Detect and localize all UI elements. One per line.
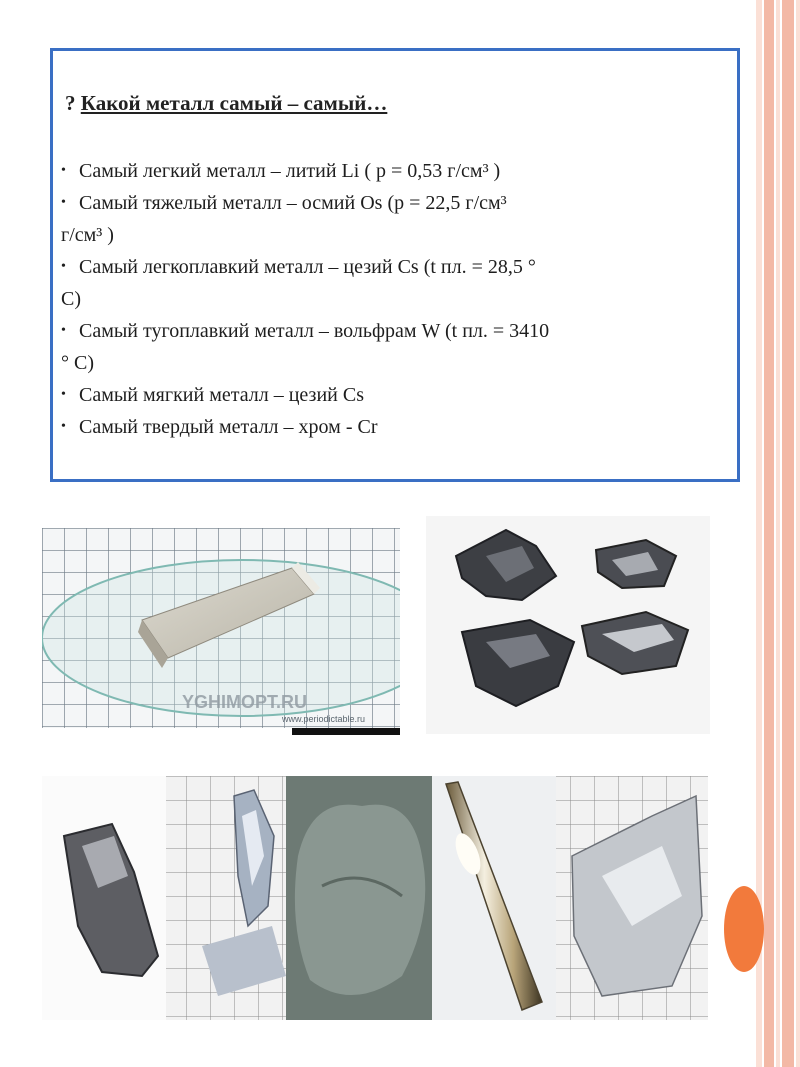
bottom-photo-strip [42, 776, 708, 1020]
bullet-line-wrap: г/см³ ) [61, 224, 114, 246]
bullet-item [61, 411, 737, 443]
photo-shadow [292, 728, 400, 735]
bullet-item [61, 251, 737, 315]
bullet-line: Самый легкий металл – литий Li ( р = 0,53 г/см³ ) [79, 160, 501, 182]
photo-credit: www.periodictable.ru [282, 714, 366, 724]
photo-watermark: YGHIMOPT.RU [182, 692, 308, 712]
bullet-line-wrap: ° С) [61, 352, 94, 374]
bullet-item [61, 187, 737, 251]
heading-text: Какой металл самый – самый… [80, 91, 388, 115]
decorative-stripes [756, 0, 800, 1067]
decorative-oval [724, 886, 764, 972]
bullet-line: Самый твердый металл – хром - Cr [79, 416, 378, 438]
lithium-photo [42, 528, 400, 728]
bullet-line: Самый мягкий металл – цезий Cs [79, 384, 364, 406]
osmium-photo [426, 516, 710, 734]
bullet-line-wrap: С) [61, 288, 81, 310]
question-mark: ? [65, 91, 76, 115]
bullet-line: Самый тугоплавкий металл – вольфрам W (t пл. = 3410 [79, 320, 550, 342]
bullet-list [61, 155, 737, 443]
bullet-line: Самый тяжелый металл – осмий Os (р = 22,5 г/см³ [79, 192, 507, 214]
bullet-item [61, 379, 737, 411]
bullet-line: Самый легкоплавкий металл – цезий Cs (t пл. = 28,5 ° [79, 256, 536, 278]
slide-heading [65, 91, 387, 116]
bullet-item [61, 315, 737, 379]
info-textbox [50, 48, 740, 482]
bullet-item [61, 155, 737, 187]
